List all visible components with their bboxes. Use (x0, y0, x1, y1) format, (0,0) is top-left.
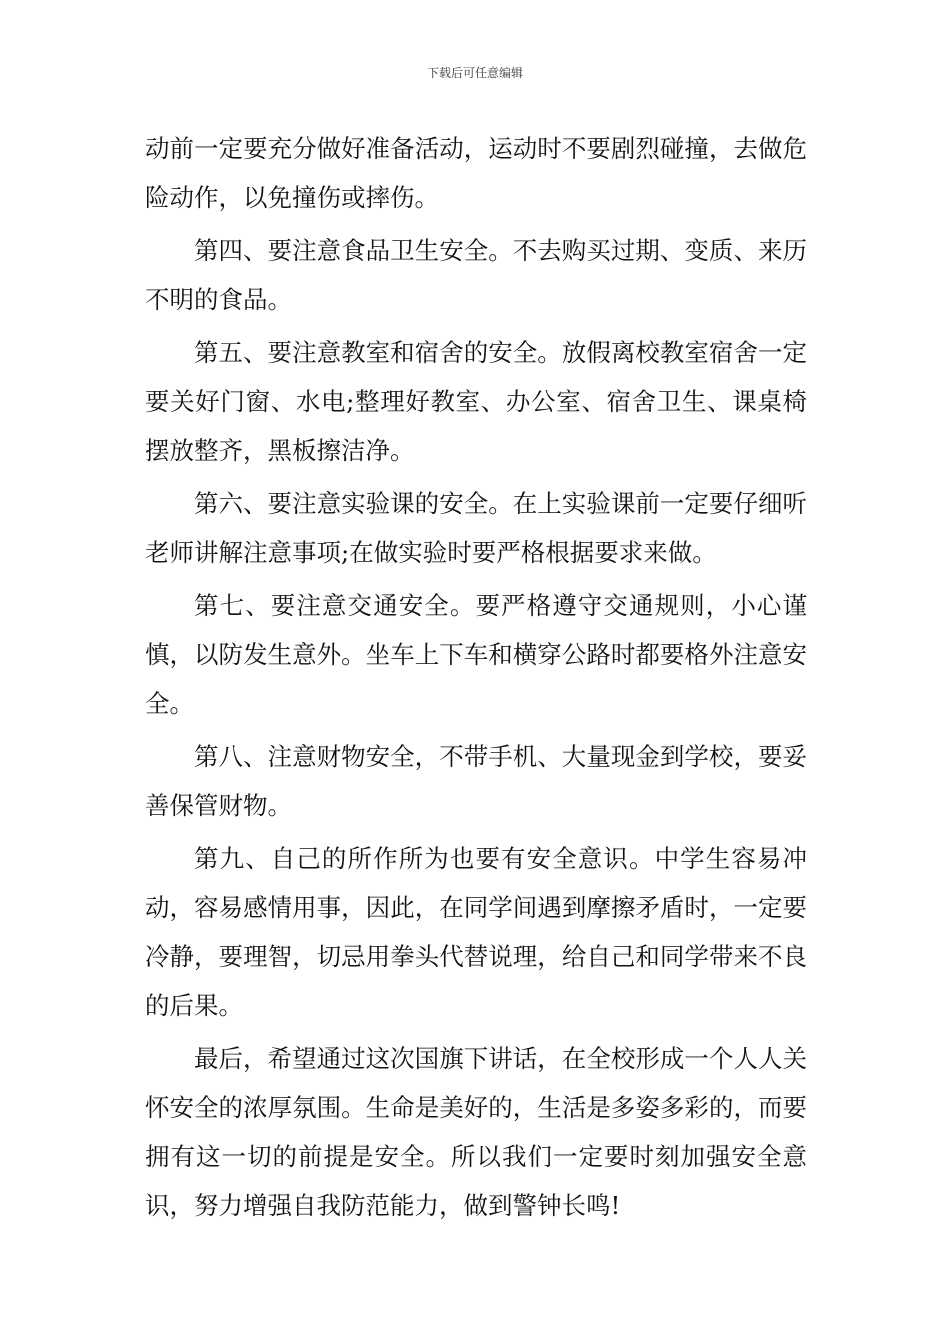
paragraph-behavior-safety: 第九、自己的所作所为也要有安全意识。中学生容易冲动，容易感情用事，因此，在同学间遇到摩擦矛盾时，一定要冷静，要理智，切忌用拳头代替说理，给自己和同学带来不良的后果。 (145, 844, 807, 1020)
document-body (145, 124, 807, 1234)
paragraph-food-safety: 第四、要注意食品卫生安全。不去购买过期、变质、来历不明的食品。 (145, 236, 807, 314)
paragraph-classroom-dorm-safety: 第五、要注意教室和宿舍的安全。放假离校教室宿舍一定要关好门窗、水电;整理好教室、办公室、宿舍卫生、课桌椅摆放整齐，黑板擦洁净。 (145, 338, 807, 465)
paragraph-property-safety: 第八、注意财物安全，不带手机、大量现金到学校，要妥善保管财物。 (145, 742, 807, 820)
page-header: 下载后可任意编辑 (426, 66, 523, 80)
paragraph-conclusion: 最后，希望通过这次国旗下讲话，在全校形成一个人人关怀安全的浓厚氛围。生命是美好的，生活是多姿多彩的，而要拥有这一切的前提是安全。所以我们一定要时刻加强安全意识，努力增强自我防范能力，做到警钟长鸣! (145, 1044, 807, 1220)
paragraph-lab-safety: 第六、要注意实验课的安全。在上实验课前一定要仔细听老师讲解注意事项;在做实验时要严格根据要求来做。 (145, 489, 807, 567)
paragraph-traffic-safety: 第七、要注意交通安全。要严格遵守交通规则，小心谨慎，以防发生意外。坐车上下车和横穿公路时都要格外注意安全。 (145, 591, 807, 718)
paragraph-continuation: 动前一定要充分做好准备活动，运动时不要剧烈碰撞，去做危险动作，以免撞伤或摔伤。 (145, 134, 807, 212)
